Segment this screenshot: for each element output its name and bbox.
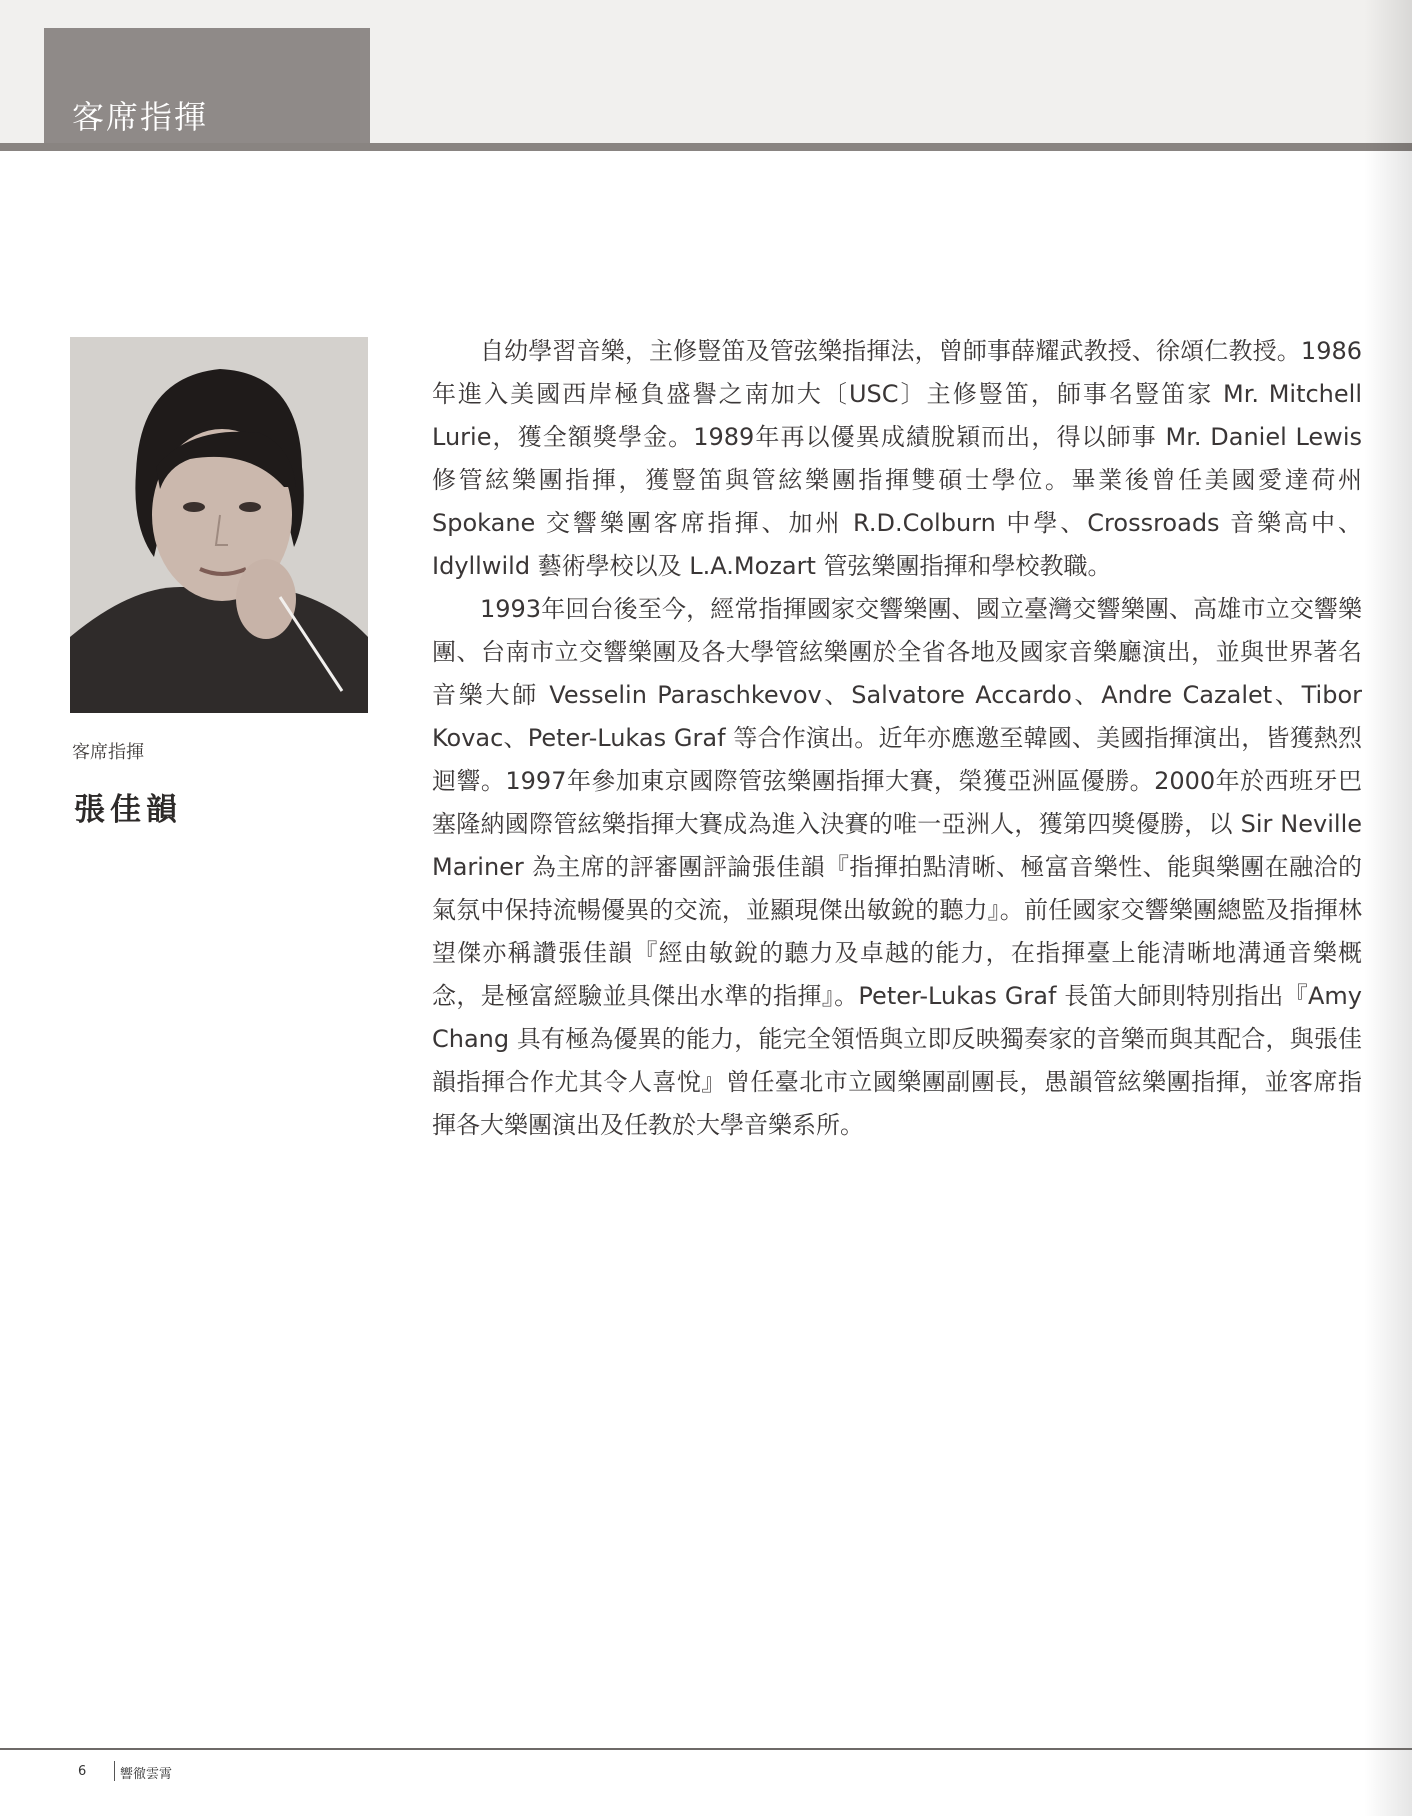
footer-divider [114, 1761, 115, 1781]
bio-paragraph: 1993年回台後至今，經常指揮國家交響樂團、國立臺灣交響樂團、高雄市立交響樂團、台南市立交響樂團及各大學管絃樂團於全省各地及國家音樂廳演出，並與世界著名音樂大師 Vesselin Paraschkevov、Salvatore Accardo、Andre Cazalet、Tibor Kovac、Peter-Lukas Graf 等合作演出。近年亦應邀至韓國、美國指揮演出，皆獲熱烈迴響。1997年參加東京國際管弦樂團指揮大賽，榮獲亞洲區優勝。2000年於西班牙巴塞隆納國際管絃樂指揮大賽成為進入決賽的唯一亞洲人，獲第四獎優勝，以 Sir Neville Mariner 為主席的評審團評論張佳韻『指揮拍點清晰、極富音樂性、能與樂團在融洽的氣氛中保持流暢優異的交流，並顯現傑出敏銳的聽力』。前任國家交響樂團總監及指揮林望傑亦稱讚張佳韻『經由敏銳的聽力及卓越的能力，在指揮臺上能清晰地溝通音樂概念，是極富經驗並具傑出水準的指揮』。Peter-Lukas Graf 長笛大師則特別指出『Amy Chang 具有極為優異的能力，能完全領悟與立即反映獨奏家的音樂而與其配合，與張佳韻指揮合作尤其令人喜悅』曾任臺北市立國樂團副團長，愚韻管絃樂團指揮，並客席指揮各大樂團演出及任教於大學音樂系所。 [432, 595, 1362, 1139]
biography [432, 330, 1362, 1147]
portrait-illustration [70, 337, 368, 713]
header-rule [0, 143, 1412, 151]
binding-shadow [1364, 0, 1412, 1816]
portrait-photo [70, 337, 368, 713]
publication-title: 響徹雲霄 [120, 1767, 173, 1782]
conductor-name: 張佳韻 [74, 792, 182, 828]
page-number: 6 [78, 1764, 87, 1779]
footer-rule [0, 1748, 1412, 1750]
bio-paragraph: 自幼學習音樂，主修豎笛及管弦樂指揮法，曾師事薛耀武教授、徐頌仁教授。1986年進入美國西岸極負盛譽之南加大〔USC〕主修豎笛，師事名豎笛家 Mr. Mitchell Lurie，獲全額獎學金。1989年再以優異成績脫穎而出，得以師事 Mr. Daniel Lewis 修管絃樂團指揮，獲豎笛與管絃樂團指揮雙碩士學位。畢業後曾任美國愛達荷州 Spokane 交響樂團客席指揮、加州 R.D.Colburn 中學、Crossroads 音樂高中、Idyllwild 藝術學校以及 L.A.Mozart 管弦樂團指揮和學校教職。 [432, 337, 1362, 580]
caption-role: 客席指揮 [72, 742, 144, 763]
section-title: 客席指揮 [72, 98, 209, 136]
